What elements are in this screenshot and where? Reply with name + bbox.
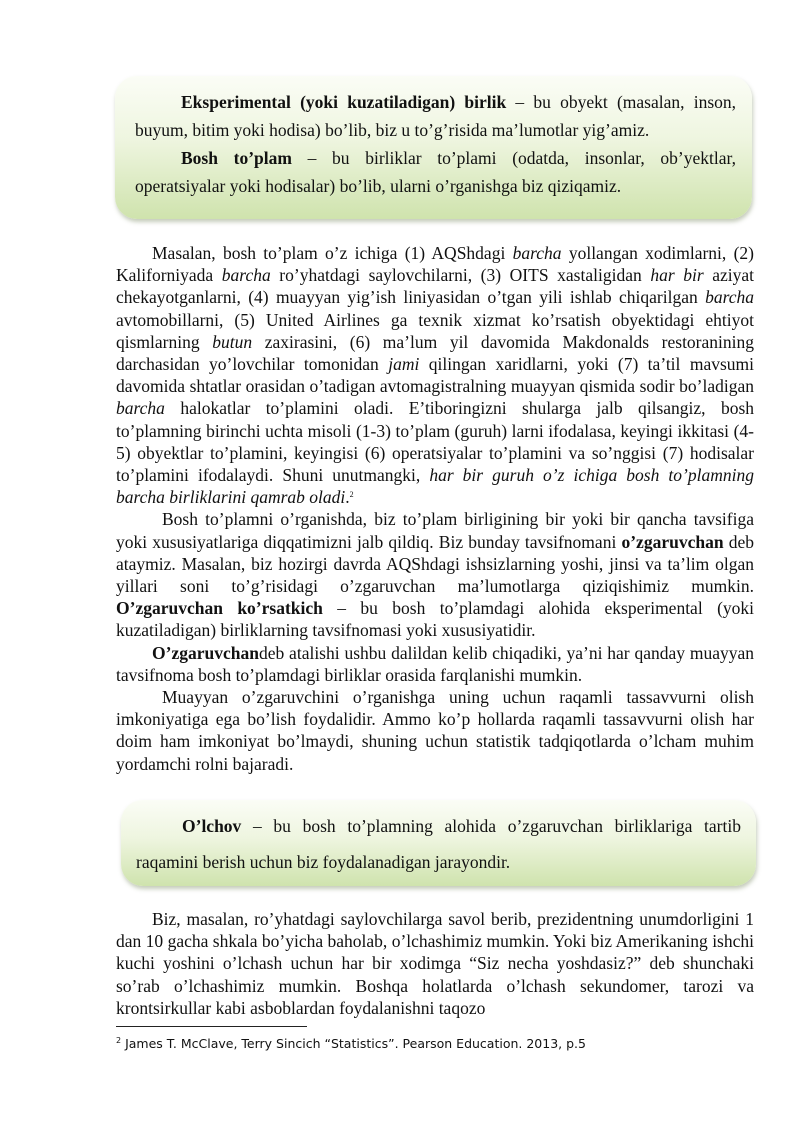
body-text-upper — [116, 242, 754, 775]
footnote — [116, 1036, 586, 1051]
term-measurement: O’lchov — [182, 816, 242, 836]
term-population: Bosh to’plam — [181, 148, 292, 168]
definition-box-unit-population — [115, 76, 752, 219]
paragraph-measurement-examples: Biz, masalan, ro’yhatdagi saylovchilarga savol berib, prezidentning unumdorligini 1 dan 10 gacha shkala bo’yicha baholab, o’lchashimiz mumkin. Yoki biz Amerikaning ishchi kuchi yoshini o’lchash uchun har bir xodimga “Siz necha yoshdasiz?” deb shunchaki so’rab o’lchashimiz mumkin. Boshqa holatlarda o’lchash sekundomer, tarozi va krontsirkullar kabi asboblardan foydalanishni taqozo — [116, 909, 754, 1018]
definition-box-measurement — [121, 800, 756, 886]
paragraph-variable: Bosh to’plamni o’rganishda, biz to’plam birligining bir yoki bir qancha tavsifiga yoki xususiyatlariga diqqatimizni jalb qildiq. Biz bunday tavsifnomani o’zgaruvchan deb ataymiz. Masalan, biz hozirgi davrda AQShdagi ishsizlarning yoshi, jinsi va ta’lim olgan yillari soni to’g’risidagi o’zgaruvchan ma’lumotlarga qiziqishimiz mumkin. O’zgaruvchan ko’rsatkich – bu bosh to’plamdagi alohida eksperimental (yoki kuzatiladigan) birliklarning tavsifnomasi yoki xususiyatidir. — [116, 509, 755, 641]
definition-measurement: O’lchov – bu bosh to’plamning alohida o’zgaruvchan birliklariga tartib raqamini berish uchun biz foydalanadigan jarayondir. — [136, 816, 741, 872]
footnote-number: 2 — [116, 1036, 122, 1045]
definition-population: Bosh to’plam – bu birliklar to’plami (odatda, insonlar, ob’yektlar, operatsiyalar yoki hodisalar) bo’lib, ularni o’rganishga biz qiziqamiz. — [135, 148, 737, 196]
footnote-reference: 2 — [349, 490, 354, 500]
body-text-lower — [116, 908, 754, 1019]
paragraph-variable-name: O’zgaruvchandeb atalishi ushbu dalildan kelib chiqadiki, ya’ni har qanday muayyan tavsifnoma bosh to’plamdagi birliklar orasida farqlanishi mumkin. — [116, 642, 754, 685]
footnote-separator — [116, 1026, 307, 1027]
paragraph-measurement-intro: Muayyan o’zgaruvchini o’rganishga uning uchun raqamli tassavvurni olish imkoniyatiga ega bo’lish foydalidir. Ammo ko’p hollarda raqamli tassavvurni olish har doim ham imkoniyat bo’lmaydi, shuning uchun statistik tadqiqotlarda o’lcham muhim yordamchi rolni bajaradi. — [116, 687, 754, 774]
footnote-text: James T. McClave, Terry Sincich “Statistics”. Pearson Education. 2013, p.5 — [121, 1036, 586, 1051]
definition-experimental-unit: Eksperimental (yoki kuzatiladigan) birlik – bu obyekt (masalan, inson, buyum, bitim yoki hodisa) bo’lib, biz u to’g’risida ma’lumotlar yig’amiz. — [135, 92, 737, 140]
paragraph-population-examples: Masalan, bosh to’plam o’z ichiga (1) AQShdagi barcha yollangan xodimlarni, (2) Kaliforniyada barcha ro’yhatdagi saylovchilarni, (3) OITS xastaligidan har bir aziyat chekayotganlarni, (4) muayyan yig’ish liniyasidan o’tgan yili ishlab chiqarilgan barcha avtomobillarni, (5) United Airlines ga texnik xizmat ko’rsatish obyektidagi ehtiyot qismlarning butun zaxirasini, (6) ma’lum yil davomida Makdonalds restoranining darchasidan yo’lovchilar tomonidan jami qilingan xaridlarni, yoki (7) ta’til mavsumi davomida shtatlar orasidan o’tadigan avtomagistralning muayyan qismida sodir bo’ladigan barcha halokatlar to’plamini oladi. E’tiboringizni shularga jalb qilsangiz, bosh to’plamning birinchi uchta misoli (1-3) to’plam (guruh) larni ifodalasa, keyingi ikkitasi (4-5) obyektlar to’plamini, keyingisi (6) operatsiyalar to’plamini va so’nggisi (7) hodisalar to’plamini ifodalaydi. Shuni unutmangki, har bir guruh o’z ichiga bosh to’plamning barcha birliklarini qamrab oladi.$^2$ — [116, 243, 755, 508]
term-experimental-unit: Eksperimental (yoki kuzatiladigan) birlik — [181, 92, 507, 112]
